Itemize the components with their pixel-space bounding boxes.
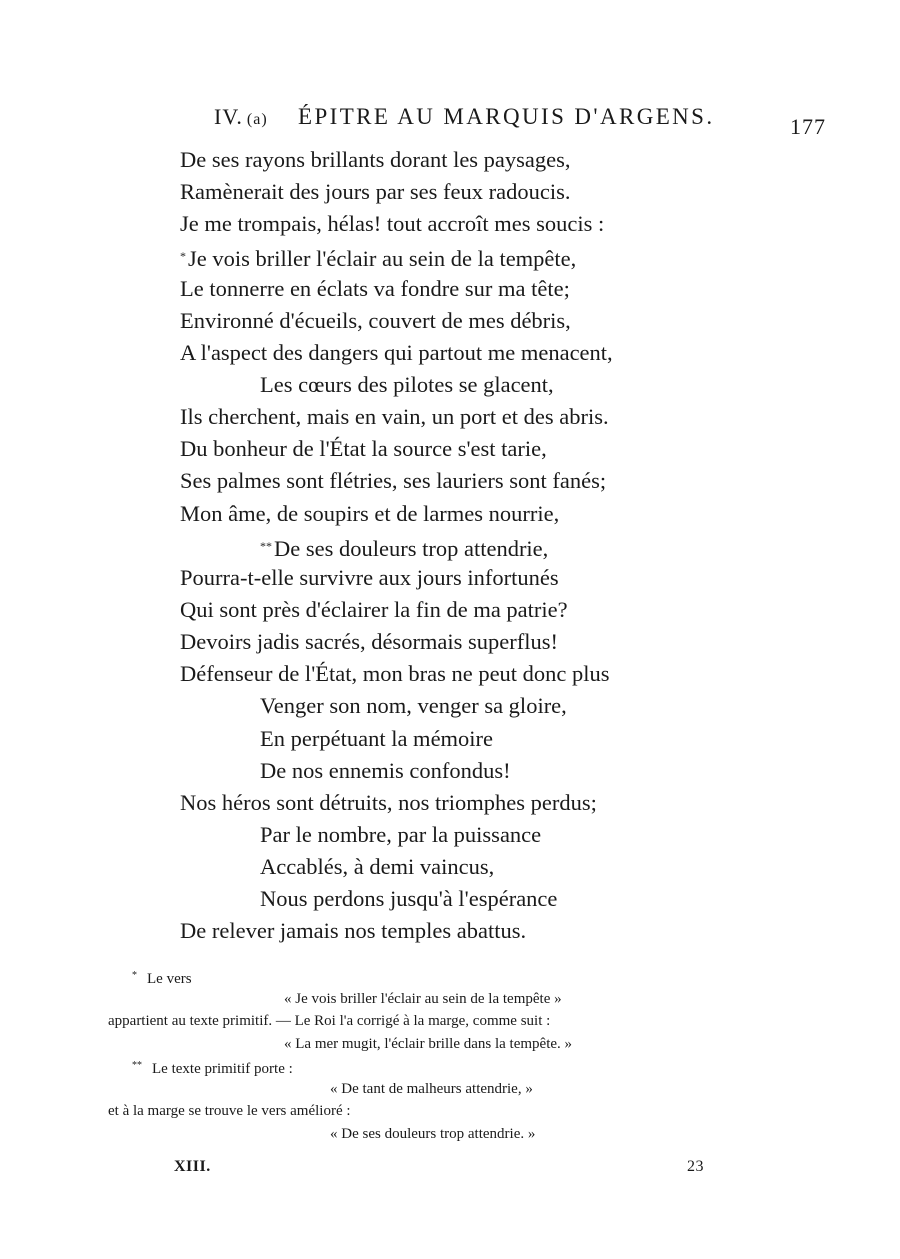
section-note-marker: (a) bbox=[246, 111, 268, 128]
page-header bbox=[214, 100, 826, 140]
verse-line: Environné d'écueils, couvert de mes débris, bbox=[180, 307, 571, 333]
verse-text: De ses douleurs trop attendrie, bbox=[274, 535, 549, 561]
verse-line: A l'aspect des dangers qui partout me menacent, bbox=[180, 339, 613, 365]
footnote-quote: « De tant de malheurs attendrie, » bbox=[330, 1080, 533, 1097]
verse-line: Du bonheur de l'État la source s'est tarie, bbox=[180, 436, 547, 462]
verse-line-indented: Par le nombre, par la puissance bbox=[260, 821, 542, 847]
verse-line-indented: Accablés, à demi vaincus, bbox=[260, 854, 495, 880]
verse-line: Pourra-t-elle survivre aux jours infortunés bbox=[180, 564, 559, 590]
footnote-marker: ** bbox=[260, 538, 272, 553]
footnote-marker: * bbox=[180, 249, 186, 264]
section-number: IV. bbox=[214, 104, 243, 129]
footnote-2-mark: ** bbox=[132, 1060, 142, 1071]
verse-line-footnoted bbox=[180, 530, 740, 562]
footnote-1-intro bbox=[108, 965, 708, 988]
volume-number: XIII. bbox=[174, 1158, 211, 1175]
verse-line: Mon âme, de soupirs et de larmes nourrie, bbox=[180, 500, 560, 526]
verse-line: Défenseur de l'État, mon bras ne peut donc plus bbox=[180, 661, 610, 687]
verse-line-indented: En perpétuant la mémoire bbox=[260, 725, 494, 751]
footnote-text: Le vers bbox=[147, 971, 192, 987]
verse-line: Nos héros sont détruits, nos triomphes perdus; bbox=[180, 789, 597, 815]
poem-body bbox=[180, 144, 740, 948]
page-number: 177 bbox=[790, 114, 826, 139]
footnotes bbox=[108, 965, 708, 1145]
section-label bbox=[214, 104, 268, 130]
verse-line: Le tonnerre en éclats va fondre sur ma tête; bbox=[180, 275, 570, 301]
footnote-1-mark: * bbox=[132, 970, 137, 981]
footnote-2-intro bbox=[108, 1055, 708, 1078]
verse-line: Ses palmes sont flétries, ses lauriers sont fanés; bbox=[180, 468, 607, 494]
verse-line-indented: Les cœurs des pilotes se glacent, bbox=[260, 371, 554, 397]
verse-line: De relever jamais nos temples abattus. bbox=[180, 918, 527, 944]
page-title: ÉPITRE AU MARQUIS D'ARGENS. bbox=[298, 104, 715, 129]
verse-line-indented: De nos ennemis confondus! bbox=[260, 757, 511, 783]
footnote-text: et à la marge se trouve le vers amélioré : bbox=[108, 1103, 351, 1119]
verse-line-indented: Venger son nom, venger sa gloire, bbox=[260, 693, 567, 719]
verse-text: Je vois briller l'éclair au sein de la tempête, bbox=[188, 246, 577, 272]
footnote-quote: « De ses douleurs trop attendrie. » bbox=[330, 1125, 536, 1142]
footnote-text: appartient au texte primitif. — Le Roi l'a corrigé à la marge, comme suit : bbox=[108, 1013, 551, 1029]
footnote-text: Le texte primitif porte : bbox=[152, 1061, 293, 1077]
verse-line: Devoirs jadis sacrés, désormais superflus! bbox=[180, 629, 559, 655]
verse-line: Je me trompais, hélas! tout accroît mes soucis : bbox=[180, 211, 605, 237]
signature-mark: 23 bbox=[687, 1158, 704, 1175]
footnote-quote: « La mer mugit, l'éclair brille dans la tempête. » bbox=[284, 1035, 573, 1052]
verse-line: Qui sont près d'éclairer la fin de ma patrie? bbox=[180, 596, 568, 622]
verse-line: Ramènerait des jours par ses feux radoucis. bbox=[180, 179, 571, 205]
verse-line-footnoted bbox=[180, 240, 740, 272]
footnote-quote: « Je vois briller l'éclair au sein de la tempête » bbox=[284, 990, 562, 1007]
verse-line: Ils cherchent, mais en vain, un port et des abris. bbox=[180, 404, 609, 430]
verse-line-indented: Nous perdons jusqu'à l'espérance bbox=[260, 886, 558, 912]
verse-line: De ses rayons brillants dorant les paysages, bbox=[180, 147, 571, 172]
